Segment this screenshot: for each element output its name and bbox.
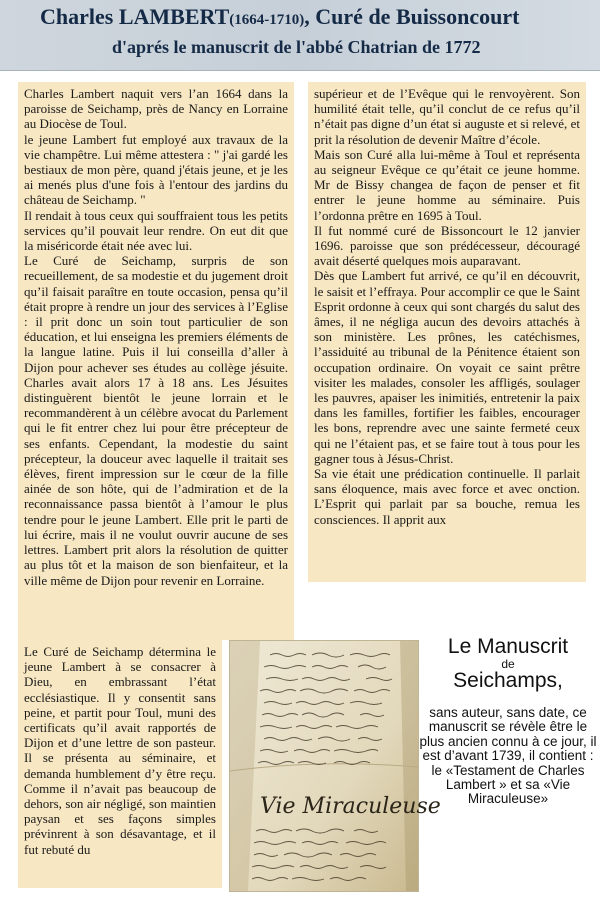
paragraph: Dès que Lambert fut arrivé, ce qu’il en découvrit, le saisit et l’effraya. Pour accomplir ce que le Saint Esprit ordonne à ceux qui sont chargés du salut des âmes, il ne négliga aucun des devoirs attachés à son ministère. Les prônes, les catéchismes, l’assiduité au tribunal de la Pénitence étaient son occupation ordinaire. On voyait ce saint prêtre visiter les malades, consoler les affligés, soulager les pauvres, apaiser les inimitiés, entretenir la paix dans les familles, fortifier les faibles, encourager les bons, reprendre avec une sainte fermeté ceux qui ne l’étaient pas, et se faire tout à tous pour les gagner tous à Jésus-Christ. bbox=[314, 268, 580, 466]
paragraph: Il rendait à tous ceux qui souffraient tous les petits services qu’il pouvait leur rendre. On eut dit que la miséricorde était née avec lui. bbox=[24, 207, 288, 254]
paragraph: Sa vie était une prédication continuelle. Il parlait sans éloquence, mais avec force et avec onction. L’Esprit qui parlait par sa bouche, remua les consciences. Il apprit aux bbox=[314, 466, 580, 527]
manuscript-photo bbox=[229, 640, 441, 892]
manuscript-illustration bbox=[230, 641, 441, 891]
title-dates: (1664-1710) bbox=[229, 12, 305, 28]
caption-body: sans auteur, sans date, ce manuscrit se révèle être le plus ancien connu à ce jour, il est d’avant 1739, il contient : le «Testament de Charles Lambert » et sa «Vie Miraculeuse» bbox=[419, 705, 597, 807]
paragraph: Le Curé de Seichamp, surpris de son recueillement, de sa modestie et du jugement droit qu’il faisait paraître en toute occasion, pensa qu’il était propre à rendre un jour des services à l’Eglise : il prit donc un soin tout particulier de son éducation, et lui enseigna les premiers éléments de la langue latine. Puis il lui conseilla d’aller à Dijon pour achever ses études au collège jésuite. Charles avait alors 17 à 18 ans. Les Jésuites distinguèrent bientôt le jeune lorrain et le recommandèrent à un célèbre avocat du Parlement qui le fit entrer chez lui pour être précepteur de ses enfants. Cependant, la modestie du saint précepteur, la douceur avec laquelle il traitait ses élèves, firent impression sur le cœur de la fille ainée de son hôte, qui de l’admiration et de la reconnaissance passa bientôt à l’amour le plus tendre pour le jeune Lambert. Elle prit le parti de lui écrire, mais il ne voulut ouvrir aucune de ses lettres. Lambert prit alors la résolution de quitter au plus tôt et la maison de son bienfaiteur, et la ville même de Dijon pour revenir en Lorraine. bbox=[24, 253, 288, 588]
paragraph: le jeune Lambert fut employé aux travaux de la vie champêtre. Lui même attestera : " j'ai gardé les bestiaux de mon père, quand j'étais jeune, et je les ai menés plus d'une fois à l'entour des jardins du château de Seichamp. " bbox=[24, 131, 288, 208]
header-banner bbox=[0, 0, 600, 71]
paragraph: Le Curé de Seichamp détermina le jeune Lambert à se consacrer à Dieu, en embrassant l’état ecclésiastique. Il y consentit sans peine, et partit pour Toul, muni des certificats qu’il avait rapportés de Dijon et d’une lettre de son pasteur. Il se présenta au séminaire, et demanda humblement d’y être reçu. Comme il n’avait pas beaucoup de dehors, son air négligé, son maintien paysan et ses façons simples prévinrent à son désavantage, et il fut rebuté du bbox=[24, 644, 216, 857]
caption-title: Le Manuscrit bbox=[447, 635, 569, 658]
caption-title-2: Seichamps, bbox=[453, 669, 563, 692]
paragraph: Mais son Curé alla lui-même à Toul et représenta au seigneur Evêque ce qu’était ce jeune homme. Mr de Bissy changea de façon de penser et fit entrer le jeune homme au séminaire. Puis l’ordonna prêtre en 1695 à Toul. bbox=[314, 146, 580, 223]
caption-de: de bbox=[501, 657, 515, 671]
paragraph: Il fut nommé curé de Bissoncourt le 12 janvier 1696. paroisse que son prédécesseur, découragé avait déserté quelques mois auparavant. bbox=[314, 222, 580, 269]
page-subtitle: d'aprés le manuscrit de l'abbé Chatrian de 1772 bbox=[112, 37, 481, 57]
title-name: Charles LAMBERT bbox=[40, 4, 230, 29]
text-column-left bbox=[18, 82, 294, 640]
manuscript-heading: Vie Miraculeuse bbox=[260, 794, 441, 819]
manuscript-caption bbox=[418, 636, 598, 886]
page-title bbox=[40, 4, 519, 30]
paragraph: Charles Lambert naquit vers l’an 1664 dans la paroisse de Seichamp, près de Nancy en Lorraine au Diocèse de Toul. bbox=[24, 86, 288, 132]
title-role: , Curé de Buissoncourt bbox=[304, 4, 520, 29]
text-column-right bbox=[308, 82, 586, 582]
paragraph: supérieur et de l’Evêque qui le renvoyèrent. Son humilité était telle, qu’il conclut de ce refus qu’il n’était pas digne d’un état si auguste et si relevé, et prit la résolution de devenir Maître d’école. bbox=[314, 86, 580, 147]
text-column-bottom bbox=[18, 640, 222, 888]
